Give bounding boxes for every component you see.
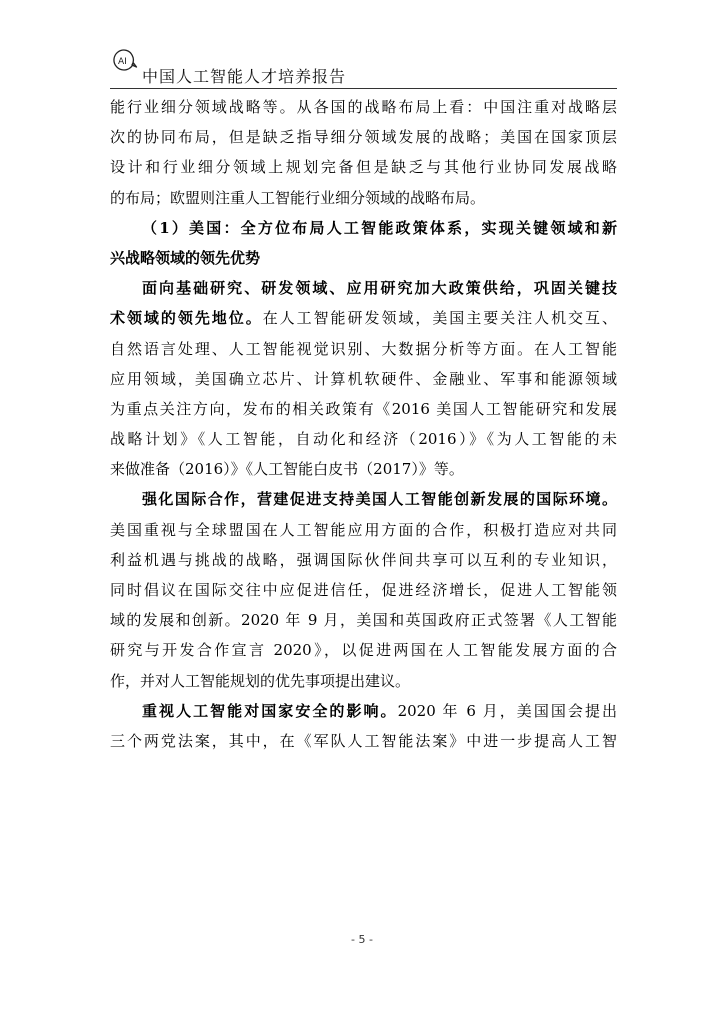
text-run: 美国重视与全球盟国在人工智能应用方面的合作，积极打造应对共同 <box>110 520 617 539</box>
ai-logo-text: AI <box>118 57 127 67</box>
bold-lead-text: 面向基础研究、研发领域、应用研究加大政策供给，巩固关键技 <box>142 279 617 298</box>
text-run: 研究与开发合作宣言 2020》，以促进两国在人工智能发展方面的合 <box>110 641 617 660</box>
bold-lead-text: 强化国际合作，营建促进支持美国人工智能创新发展的国际环境。 <box>142 490 617 509</box>
paragraph-line <box>110 454 617 484</box>
text-run: 同时倡议在国际交往中应促进信任，促进经济增长，促进人工智能领 <box>110 581 617 599</box>
paragraph-line <box>110 484 617 514</box>
text-run: 2020 年 6 月，美国国会提出 <box>397 701 617 720</box>
paragraph-line <box>110 364 617 394</box>
paragraph-line <box>110 273 617 303</box>
page-number: - 5 - <box>351 933 373 946</box>
paragraph-line <box>110 183 617 213</box>
text-run: 作，并对人工智能规划的优先事项提出建议。 <box>110 671 411 690</box>
text-run: 自然语言处理、人工智能视觉识别、大数据分析等方面。在人工智能 <box>110 339 617 358</box>
paragraph-line <box>110 605 617 635</box>
section-heading-text: （1）美国：全方位布局人工智能政策体系，实现关键领域和新 <box>142 218 617 237</box>
paragraph-line <box>110 666 617 696</box>
text-run: 能行业细分领域战略等。从各国的战略布局上看：中国注重对战略层 <box>110 98 617 116</box>
paragraph-line <box>110 424 617 454</box>
section-heading-line <box>110 213 617 243</box>
page-header <box>110 40 617 89</box>
ai-logo-icon <box>110 48 138 72</box>
text-run: 来做准备（2016）》《人工智能白皮书（2017）》等。 <box>110 460 464 479</box>
text-run: 次的协同布局，但是缺乏指导细分领域发展的战略；美国在国家顶层 <box>110 128 617 147</box>
text-run: 三个两党法案，其中，在《军队人工智能法案》中进一步提高人工智 <box>110 731 617 750</box>
paragraph-line <box>110 515 617 545</box>
section-heading-line <box>110 243 617 273</box>
text-run: 域的发展和创新。2020 年 9 月，美国和英国政府正式签署《人工智能 <box>110 611 617 630</box>
bold-lead-text: 术领域的领先地位。 <box>110 309 263 328</box>
body-text <box>110 92 617 756</box>
paragraph-line <box>110 545 617 575</box>
header-title: 中国人工智能人才培养报告 <box>142 67 347 86</box>
text-run: 利益机遇与挑战的战略，强调国际伙伴间共享可以互利的专业知识， <box>110 550 617 569</box>
text-run: 应用领域，美国确立芯片、计算机软硬件、金融业、军事和能源领域 <box>110 369 617 388</box>
paragraph-line <box>110 334 617 364</box>
text-run: 的布局；欧盟则注重人工智能行业细分领域的战略布局。 <box>110 188 486 207</box>
bold-lead-text: 重视人工智能对国家安全的影响。 <box>142 701 398 720</box>
text-run: 在人工智能研发领域，美国主要关注人机交互、 <box>262 309 617 328</box>
paragraph-line <box>110 92 617 122</box>
text-run: 为重点关注方向，发布的相关政策有《2016 美国人工智能研究和发展 <box>110 399 617 418</box>
paragraph-line <box>110 575 617 605</box>
paragraph-line <box>110 122 617 152</box>
paragraph-line <box>110 394 617 424</box>
paragraph-line <box>110 696 617 726</box>
section-heading-text: 兴战略领域的领先优势 <box>110 248 261 267</box>
text-run: 设计和行业细分领域上规划完备但是缺乏与其他行业协同发展战略 <box>110 158 617 177</box>
paragraph-line <box>110 303 617 333</box>
paragraph-line <box>110 152 617 182</box>
text-run: 战略计划》《人工智能，自动化和经济（2016）》《为人工智能的未 <box>110 430 617 449</box>
paragraph-line <box>110 726 617 756</box>
paragraph-line <box>110 635 617 665</box>
